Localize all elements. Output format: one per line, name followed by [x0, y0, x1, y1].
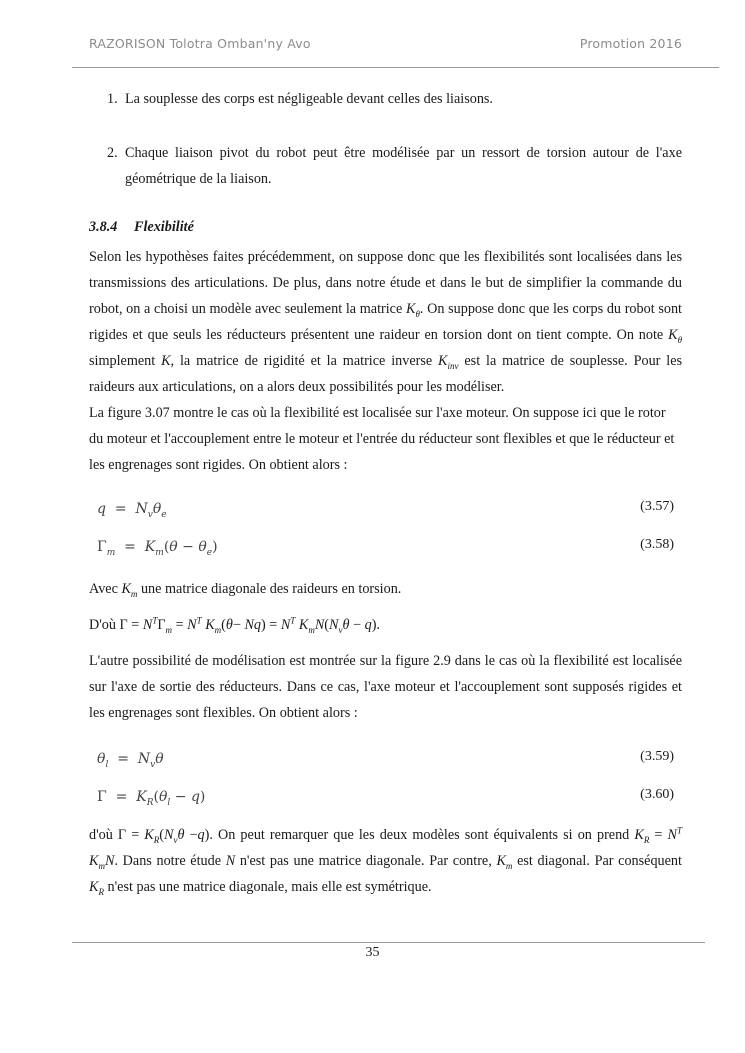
equation-number: (3.57)	[640, 499, 674, 514]
symbol-k-theta: $K_\theta$	[405, 301, 420, 319]
equation-expression: $\Gamma = K_R(\theta_l - q)$	[97, 789, 206, 808]
equation-expression: $\Gamma_m = K_m(\theta - \theta_e)$	[97, 539, 218, 558]
paragraph	[89, 244, 682, 400]
text-run: d'où	[89, 827, 118, 843]
text-run: n'est pas une matrice diagonale, mais elle est symétrique.	[103, 879, 432, 895]
symbol-k-theta: $K_\theta$	[668, 327, 682, 345]
equation-number: (3.58)	[640, 537, 674, 552]
section-title: Flexibilité	[134, 219, 194, 235]
equation-number: (3.60)	[640, 787, 674, 802]
section-heading	[89, 214, 682, 240]
text-run: . On suppose donc que les corps du robot sont rigides et que seuls les réducteurs présentent une raideur en torsion dont on tient compte. On note	[89, 301, 682, 343]
text-run: . Dans notre étude	[114, 853, 226, 869]
list-item	[89, 86, 682, 112]
text-run: n'est pas une matrice diagonale. Par contre,	[235, 853, 497, 869]
text-run: une matrice diagonale des raideurs en torsion.	[137, 581, 402, 597]
list-number: 2.	[107, 145, 118, 161]
list-number: 1.	[107, 91, 118, 107]
symbol-k: K	[161, 353, 171, 369]
symbol-k-inv: $K_{inv}$	[438, 353, 459, 371]
text-run: . On peut remarquer que les deux modèles sont équivalents si on prend	[209, 827, 635, 843]
equation-row	[89, 494, 682, 524]
text-run: simplement	[89, 353, 162, 369]
equation-row	[89, 532, 682, 562]
text-run: D'où	[89, 617, 120, 633]
equation-expression: $q = N_v\theta_e$	[97, 501, 167, 520]
text-run: est diagonal. Par conséquent	[512, 853, 682, 869]
paragraph	[89, 576, 682, 602]
symbol-k-m: $K_m$	[121, 581, 138, 599]
page-number: 35	[365, 945, 380, 960]
list-text: La souplesse des corps est négligeable devant celles des liaisons.	[125, 91, 493, 107]
paragraph: d'où $\Gamma = K_R(N_v\theta -q)$. On peut remarquer que les deux modèles sont équivalents si on prend $K_R = N^T$ $K_mN$. Dans notre étude N n'est pas une matrice diagonale. Par contre, $K_m$ est diagonal. Par conséquent $K_R$ n'est pas une matrice diagonale, mais elle est symétrique.	[89, 825, 682, 897]
equation-number: (3.59)	[640, 749, 674, 764]
header-promotion: Promotion 2016	[579, 36, 682, 51]
equation-expression: $\theta_l = N_v\theta$	[97, 751, 164, 770]
header-rule	[72, 67, 719, 68]
text-run: , la matrice de rigidité et la matrice inverse	[170, 353, 439, 369]
text-run: est la matrice de souplesse. Pour les raideurs aux articulations, on a alors deux possibilités pour les modéliser.	[89, 353, 683, 395]
paragraph: La figure 3.07 montre le cas où la flexibilité est localisée sur l'axe moteur. On suppose ici que le rotor du moteur et l'accouplement entre le moteur et l'entrée du réducteur sont flexibles et que le réducteur et les engrenages sont rigides. On obtient alors :	[89, 405, 675, 473]
paragraph: D'où $\Gamma = N^T\Gamma_m = N^T$ $K_m(\theta- Nq) = N^T$ $K_mN(N_v\theta - q)$.	[89, 615, 380, 635]
equation-row	[89, 744, 682, 774]
equation-row	[89, 782, 682, 812]
footer-rule	[72, 942, 705, 943]
section-number: 3.8.4	[89, 219, 118, 235]
paragraph: L'autre possibilité de modélisation est montrée sur la figure 2.9 dans le cas où la flexibilité est localisée sur l'axe de sortie des réducteurs. Dans ce cas, l'axe moteur et l'accouplement sont supposés rigides et les engrenages sont flexibles. On obtient alors :	[89, 653, 682, 721]
text-run: Avec	[89, 581, 122, 597]
page-body	[89, 86, 682, 900]
list-item	[89, 140, 682, 192]
list-text: Chaque liaison pivot du robot peut être modélisée par un ressort de torsion autour de l'axe géométrique de la liaison.	[125, 145, 682, 187]
text-run: Selon les hypothèses faites précédemment, on suppose donc que les flexibilités sont localisées dans les transmissions des articulations. De plus, dans notre étude et dans le but de simplifier la commande du robot, on a choisi un modèle avec seulement la matrice	[89, 249, 682, 317]
header-author: RAZORISON Tolotra Omban'ny Avo	[89, 36, 311, 51]
